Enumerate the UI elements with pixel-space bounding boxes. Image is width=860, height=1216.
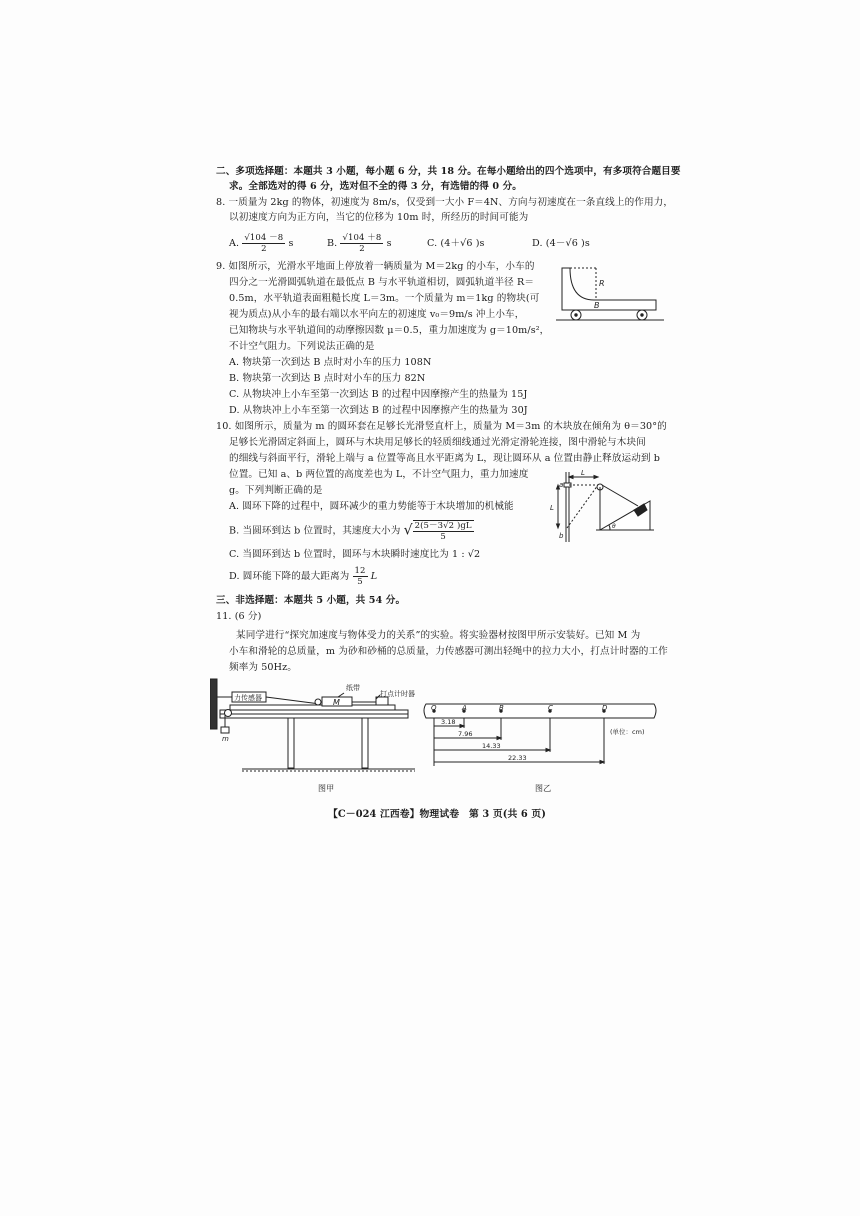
- q8-option-a-unit: s: [288, 238, 294, 249]
- q10-fig-label-l-top: L: [581, 470, 585, 477]
- section2-header-line1: 二、多项选择题：本题共 3 小题，每小题 6 分，共 18 分。在每小题给出的四个选项中，有多项符合题目要: [216, 166, 681, 177]
- q8-line2: 以初速度方向为正方向，当它的位移为 10m 时，所经历的时间可能为: [229, 212, 529, 223]
- page-footer: 【C－024 江西卷】物理试卷 第 3 页(共 6 页): [328, 809, 546, 820]
- q8-line1: 8. 一质量为 2kg 的物体，初速度为 8m/s，仅受到一大小 F＝4N、方向与初速度在一条直线上的作用力，: [216, 197, 674, 208]
- q10-fig-label-a: a: [559, 481, 564, 489]
- fig-jia-caption: 图甲: [318, 784, 335, 793]
- q10-line2: 足够长光滑固定斜面上，圆环与木块用足够长的轻质细线通过光滑定滑轮连接，图中滑轮与木块间: [229, 437, 646, 448]
- q8-option-a-fraction: [242, 233, 285, 254]
- q9-line4: 视为质点)从小车的最右端以水平向左的初速度 v₀＝9m/s 冲上小车，: [229, 309, 525, 320]
- fig-yi-distance-ob: 7.96: [458, 730, 473, 738]
- q8-option-b-fraction: [340, 233, 383, 254]
- q10-option-b-text: B. 当圆环到达 b 位置时，其速度大小为: [229, 525, 401, 537]
- q10-option-c: C. 当圆环到达 b 位置时，圆环与木块瞬时速度比为 1 : √2: [229, 549, 481, 560]
- fig-yi-caption: 图乙: [535, 784, 552, 793]
- q10-option-d-fraction: [353, 566, 368, 587]
- fig-jia-bucket-label: m: [222, 735, 229, 743]
- q8-option-d: D. (4－√6 )s: [532, 238, 590, 249]
- q9-option-c: C. 从物块冲上小车至第一次到达 B 的过程中因摩擦产生的热量为 15J: [229, 389, 528, 400]
- q10-option-b: [229, 520, 474, 542]
- fig-jia-apparatus: [210, 675, 420, 775]
- fig-yi-distance-od: 22.33: [508, 754, 527, 762]
- q9-option-b: B. 物块第一次到达 B 点时对小车的压力 82N: [229, 373, 426, 384]
- fig-jia-cart-label: M: [333, 698, 340, 707]
- q11-line3: 频率为 50Hz。: [229, 662, 297, 673]
- fig-yi-paper-tape: [422, 700, 662, 772]
- fig-jia-tape-label: 纸带: [346, 684, 360, 692]
- q10-line1: 10. 如图所示，质量为 m 的圆环套在足够长光滑竖直杆上，质量为 M＝3m 的木块放在倾角为 θ＝30°的: [216, 421, 667, 432]
- q10-fig-label-b: b: [559, 532, 564, 540]
- q9-fig-label-r: R: [599, 279, 605, 288]
- q10-line4: 位置。已知 a、b 两位置的高度差也为 L，不计空气阻力，重力加速度: [229, 469, 529, 480]
- q8-option-b-numerator: √104 ＋8: [342, 233, 382, 243]
- q10-option-d-numerator: 12: [354, 566, 366, 576]
- q10-option-d-text: D. 圆环能下降的最大距离为: [229, 571, 350, 582]
- q8-option-c: C. (4＋√6 )s: [427, 238, 485, 249]
- q10-option-b-fraction: [413, 520, 474, 542]
- q11-title: 11. (6 分): [216, 611, 262, 622]
- q8-option-b-denominator: 2: [359, 244, 365, 254]
- fig-yi-point-d: D: [602, 704, 608, 712]
- fig-yi-distance-oc: 14.33: [482, 742, 501, 750]
- fig-yi-point-c: C: [548, 704, 553, 712]
- q10-incline-figure: [546, 470, 656, 542]
- q10-option-d-unit: L: [370, 571, 378, 582]
- q8-option-a-denominator: 2: [261, 244, 267, 254]
- fig-jia-sensor-label: 力传感器: [234, 694, 262, 702]
- q9-option-a: A. 物块第一次到达 B 点时对小车的压力 108N: [229, 357, 432, 368]
- section3-header: 三、非选择题：本题共 5 小题，共 54 分。: [216, 595, 406, 606]
- q10-option-d: [229, 566, 377, 587]
- q10-line3: 的细线与斜面平行，滑轮上端与 a 位置等高且水平距离为 L，现让圆环从 a 位置由静止释放运动到 b: [229, 453, 660, 464]
- section2-header-line2: 求。全部选对的得 6 分，选对但不全的得 3 分，有选错的得 0 分。: [229, 181, 523, 192]
- q9-cart-figure: [556, 262, 664, 324]
- q9-line3: 0.5m，水平轨道表面粗糙长度 L＝3m。一个质量为 m＝1kg 的物块(可: [229, 293, 540, 304]
- q10-option-a: A. 圆环下降的过程中，圆环减少的重力势能等于木块增加的机械能: [229, 501, 514, 512]
- q10-fig-label-l-left: L: [550, 504, 554, 512]
- fig-yi-distance-oa: 3.18: [441, 718, 456, 726]
- fig-yi-point-b: B: [499, 704, 504, 712]
- q9-line1: 9. 如图所示，光滑水平地面上停放着一辆质量为 M＝2kg 的小车，小车的: [216, 261, 535, 272]
- q9-line2: 四分之一光滑圆弧轨道在最低点 B 与水平轨道相切，圆弧轨道半径 R＝: [229, 277, 535, 288]
- q8-option-a-label: A.: [229, 238, 240, 249]
- q10-option-d-denominator: 5: [357, 577, 363, 587]
- q8-option-b-label: B.: [327, 238, 338, 249]
- q8-option-b: [327, 233, 392, 254]
- fig-yi-point-o: O: [431, 704, 437, 712]
- q10-line5: g。下列判断正确的是: [229, 485, 323, 496]
- q10-option-b-numerator: 2(5－3√2 )gL: [414, 521, 472, 531]
- q8-option-a-numerator: √104 －8: [244, 233, 284, 243]
- fig-jia-timer-label: 打点计时器: [380, 690, 415, 698]
- q8-option-a: [229, 233, 293, 254]
- fig-yi-unit-label: (单位：cm): [610, 728, 645, 736]
- q11-line2: 小车和滑轮的总质量，m 为砂和砂桶的总质量，力传感器可测出轻绳中的拉力大小，打点计时器的工作: [229, 646, 668, 657]
- fig-yi-point-a: A: [462, 704, 467, 712]
- q9-fig-label-b: B: [594, 301, 600, 310]
- q9-line5: 已知物块与水平轨道间的动摩擦因数 μ＝0.5，重力加速度为 g＝10m/s²，: [229, 325, 550, 336]
- q9-option-d: D. 从物块冲上小车至第一次到达 B 的过程中因摩擦产生的热量为 30J: [229, 405, 528, 416]
- q8-option-b-unit: s: [386, 238, 392, 249]
- q11-line1: 某同学进行“探究加速度与物体受力的关系”的实验。将实验器材按图甲所示安装好。已知 M 为: [236, 630, 641, 641]
- q10-option-b-denominator: 5: [440, 532, 446, 542]
- q10-option-b-radical-icon: √: [403, 522, 413, 539]
- q9-line6: 不计空气阻力。下列说法正确的是: [229, 341, 375, 352]
- q10-fig-label-theta: θ: [612, 523, 616, 530]
